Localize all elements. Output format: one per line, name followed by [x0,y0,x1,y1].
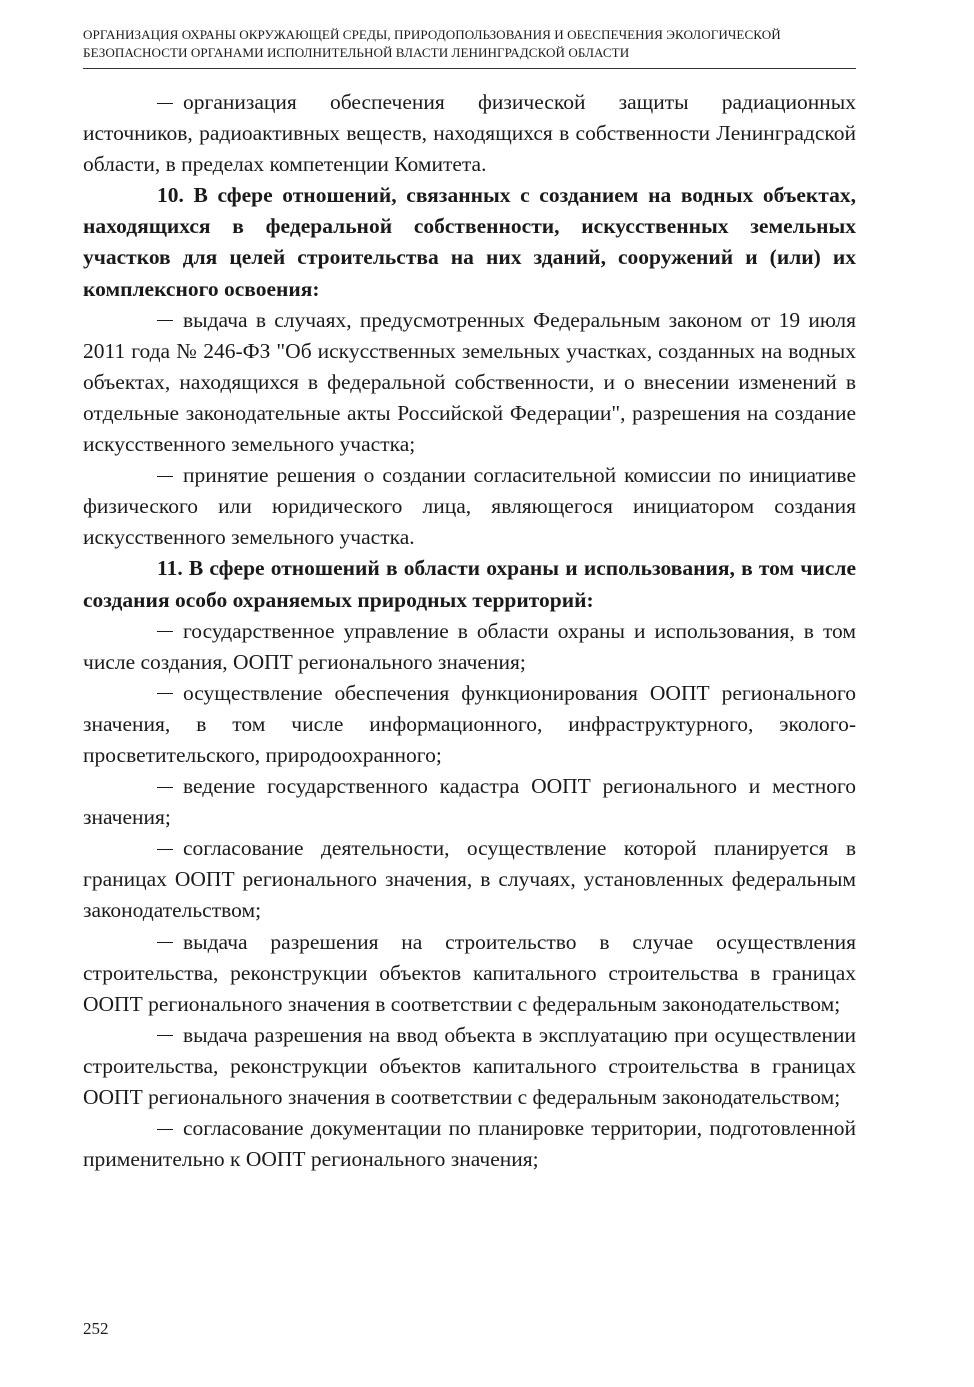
dash-bullet [157,849,173,850]
list-item: принятие решения о создании согласительной комиссии по инициативе физического или юридического лица, являющегося инициатором создания искусственного земельного участка. [83,463,856,550]
dash-bullet [157,1129,173,1130]
list-item: государственное управление в области охраны и использования, в том числе создания, ООПТ регионального значения; [83,618,856,674]
dash-bullet [157,631,173,632]
dash-bullet [157,103,173,104]
running-header-line-2: БЕЗОПАСНОСТИ ОРГАНАМИ ИСПОЛНИТЕЛЬНОЙ ВЛАСТИ ЛЕНИНГРАДСКОЙ ОБЛАСТИ [83,45,630,60]
dash-bullet [157,320,173,321]
dash-bullet [157,942,173,943]
list-item: выдача в случаях, предусмотренных Федеральным законом от 19 июля 2011 года № 246-ФЗ "Об искусственных земельных участках, созданных на водных объектах, находящихся в федеральной собственности, и о внесении изменений в отдельные законодательные акты Российской Федерации", разрешения на создание искусственного земельного участка; [83,307,856,457]
page-number: 252 [83,1319,109,1338]
list-item: выдача разрешения на строительство в случае осуществления строительства, реконструкции объектов капитального строительства в границах ООПТ регионального значения в соответствии с федеральным законодательством; [83,929,856,1016]
list-item: согласование документации по планировке территории, подготовленной применительно к ООПТ регионального значения; [83,1116,856,1172]
dash-bullet [157,693,173,694]
list-item: ведение государственного кадастра ООПТ регионального и местного значения; [83,774,856,830]
dash-bullet [157,476,173,477]
running-header [83,26,856,62]
section-heading-10: 10. В сфере отношений, связанных с созданием на водных объектах, находящихся в федеральной собственности, искусственных земельных участков для целей строительства на них зданий, сооружений и (или) их комплексного освоения: [83,183,856,301]
dash-bullet [157,787,173,788]
dash-bullet [157,1035,173,1036]
list-item: выдача разрешения на ввод объекта в эксплуатацию при осуществлении строительства, реконструкции объектов капитального строительства в границах ООПТ регионального значения в соответствии с федеральным законодательством; [83,1022,856,1109]
section-heading-11: 11. В сфере отношений в области охраны и использования, в том числе создания особо охраняемых природных территорий: [83,556,856,612]
list-item: организация обеспечения физической защиты радиационных источников, радиоактивных веществ, находящихся в собственности Ленинградской области, в пределах компетенции Комитета. [83,90,856,177]
document-body [83,87,856,1175]
header-divider [83,68,856,69]
list-item: согласование деятельности, осуществление которой планируется в границах ООПТ регионального значения, в случаях, установленных федеральным законодательством; [83,836,856,923]
running-header-line-1: ОРГАНИЗАЦИЯ ОХРАНЫ ОКРУЖАЮЩЕЙ СРЕДЫ, ПРИРОДОПОЛЬЗОВАНИЯ И ОБЕСПЕЧЕНИЯ ЭКОЛОГИЧЕСКОЙ [83,27,781,42]
list-item: осуществление обеспечения функционирования ООПТ регионального значения, в том числе информационного, инфраструктурного, эколого-просветительского, природоохранного; [83,680,856,767]
